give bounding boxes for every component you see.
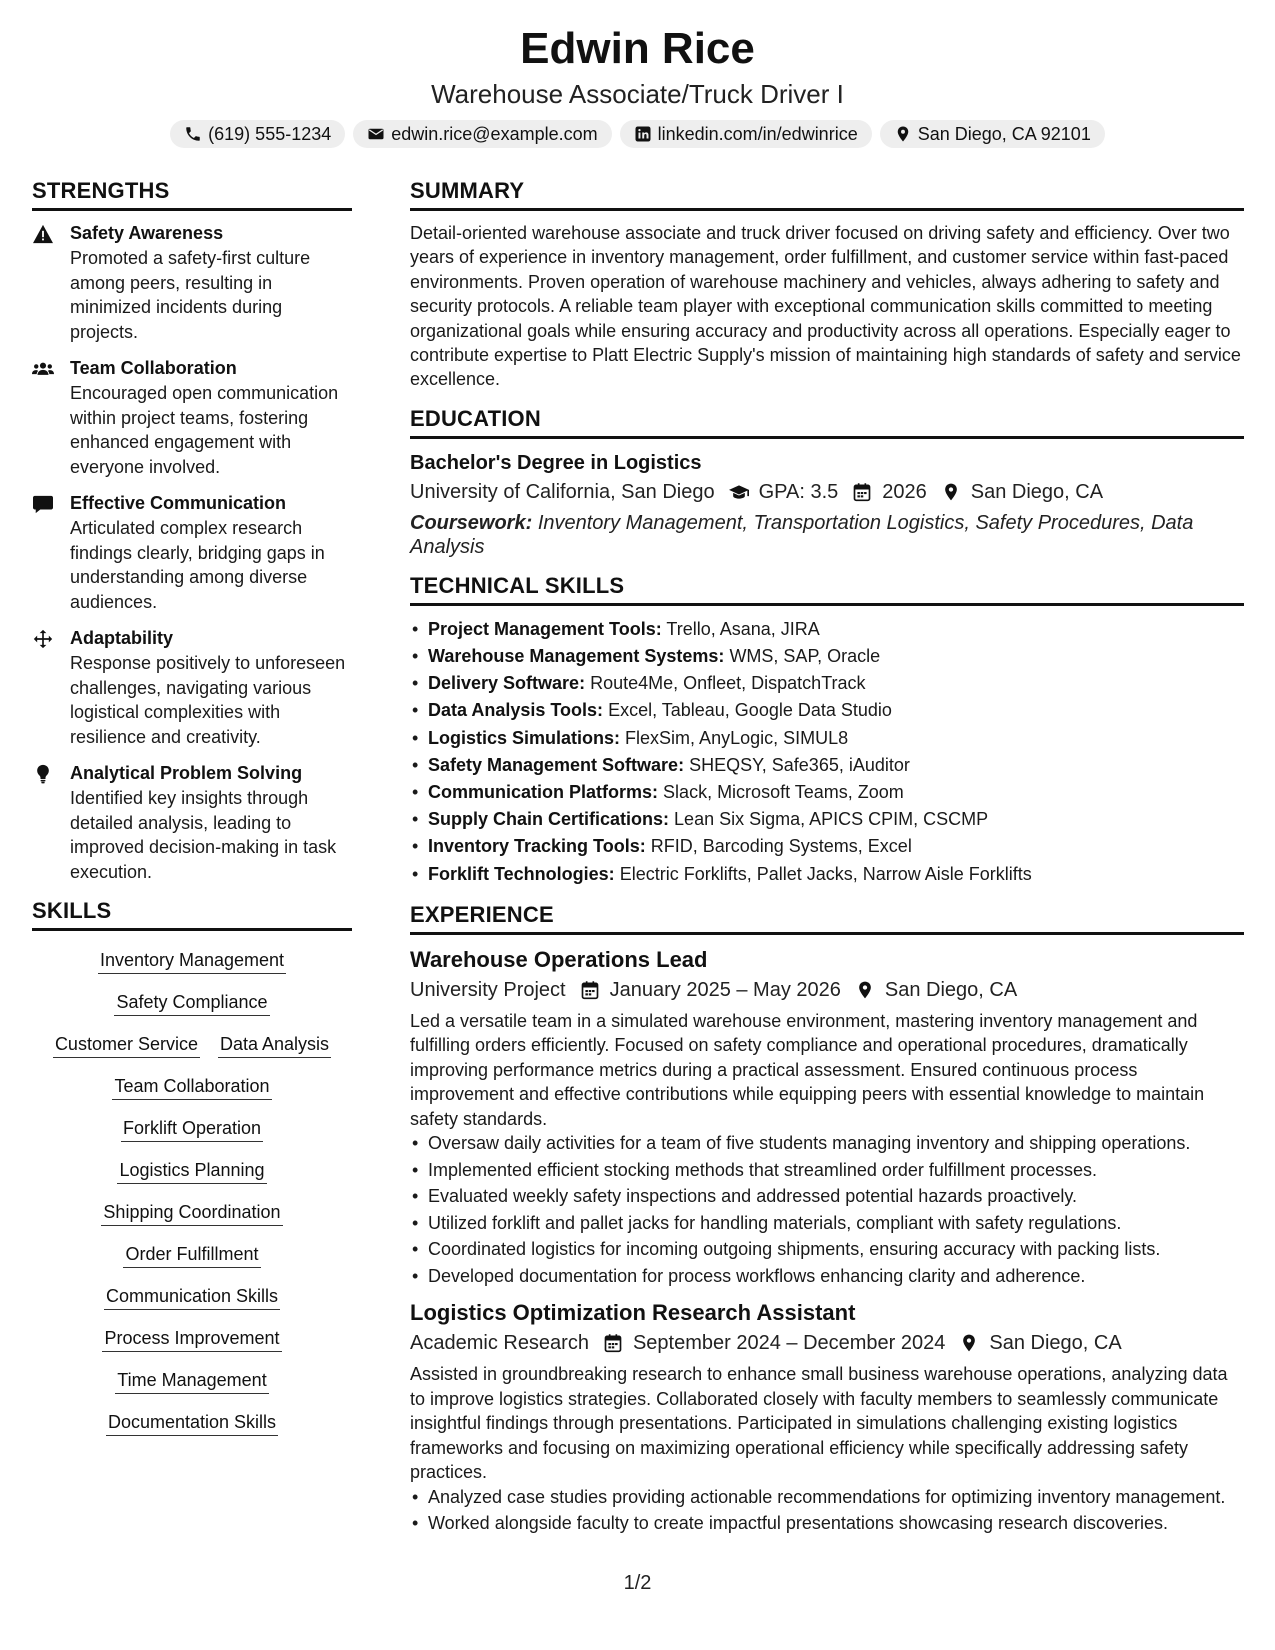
tech-label: Delivery Software: bbox=[428, 673, 586, 694]
calendar-icon bbox=[603, 1333, 623, 1353]
skill-tag: Documentation Skills bbox=[106, 1409, 278, 1436]
map-pin-icon bbox=[959, 1333, 979, 1353]
strength-desc: Identified key insights through detailed analysis, leading to improved decision-making in task execution. bbox=[70, 788, 337, 882]
tech-value: Lean Six Sigma, APICS CPIM, CSCMP bbox=[674, 809, 989, 830]
job-location: San Diego, CA bbox=[884, 978, 1018, 1001]
tech-value: Slack, Microsoft Teams, Zoom bbox=[663, 782, 904, 803]
skills-row bbox=[32, 1031, 352, 1058]
skill-tag: Safety Compliance bbox=[114, 989, 269, 1016]
technical-skills-list bbox=[410, 616, 1244, 888]
job-meta bbox=[410, 1328, 1244, 1358]
list-item bbox=[410, 643, 1244, 670]
technical-skills-heading: TECHNICAL SKILLS bbox=[410, 573, 1244, 606]
skills-heading: SKILLS bbox=[32, 898, 352, 931]
strength-desc: Articulated complex research findings clearly, bridging gaps in understanding among diverse audiences. bbox=[70, 518, 325, 612]
degree-title: Bachelor's Degree in Logistics bbox=[410, 451, 702, 474]
strength-title: Analytical Problem Solving bbox=[70, 763, 303, 783]
summary-heading: SUMMARY bbox=[410, 178, 1244, 211]
location-text: San Diego, CA 92101 bbox=[917, 123, 1091, 144]
strength-item bbox=[32, 626, 352, 749]
skill-tag: Process Improvement bbox=[102, 1325, 281, 1352]
tech-label: Forklift Technologies: bbox=[428, 863, 615, 884]
resume-header bbox=[0, 22, 1275, 148]
contact-bar bbox=[0, 120, 1275, 148]
gpa-text: GPA: 3.5 bbox=[758, 480, 839, 503]
skill-tag: Inventory Management bbox=[98, 947, 286, 974]
job-description: Assisted in groundbreaking research to enhance small business warehouse operations, analyzing data to improve logistics strategies. Collaborated closely with faculty members to seamlessly communicate insightful findings through presentations. Participated in simulations challenging existing logistics frameworks and focusing on maximizing operational efficiency while specifically addressing safety practices. bbox=[410, 1364, 1228, 1483]
tech-value: FlexSim, AnyLogic, SIMUL8 bbox=[625, 727, 849, 748]
contact-phone[interactable] bbox=[170, 120, 345, 148]
skills-row bbox=[32, 1073, 352, 1100]
school-name: University of California, San Diego bbox=[410, 480, 715, 503]
phone-text: (619) 555-1234 bbox=[208, 123, 332, 144]
skill-tag: Logistics Planning bbox=[117, 1157, 266, 1184]
strength-item bbox=[32, 761, 352, 884]
tech-label: Logistics Simulations: bbox=[428, 727, 621, 748]
skill-tag: Time Management bbox=[115, 1367, 268, 1394]
list-item bbox=[410, 616, 1244, 643]
tech-label: Warehouse Management Systems: bbox=[428, 646, 725, 667]
education-location: San Diego, CA bbox=[970, 480, 1104, 503]
experience-entry bbox=[410, 1298, 1244, 1535]
skill-tag: Shipping Coordination bbox=[101, 1199, 282, 1226]
arrows-icon bbox=[32, 629, 54, 649]
strength-title: Adaptability bbox=[70, 628, 174, 648]
calendar-icon bbox=[580, 980, 600, 1000]
skills-row bbox=[32, 1409, 352, 1436]
envelope-icon bbox=[367, 125, 385, 143]
list-item bbox=[410, 697, 1244, 724]
graduation-cap-icon bbox=[729, 482, 749, 502]
linkedin-icon bbox=[634, 125, 652, 143]
users-icon bbox=[32, 359, 54, 379]
job-org: University Project bbox=[410, 978, 566, 1001]
strength-item bbox=[32, 221, 352, 344]
coursework-label: Coursework: bbox=[410, 511, 533, 534]
comment-icon bbox=[32, 494, 54, 514]
tech-label: Supply Chain Certifications: bbox=[428, 809, 670, 830]
skills-row bbox=[32, 989, 352, 1016]
job-bullets bbox=[410, 1485, 1244, 1536]
page-number: 1/2 bbox=[623, 1572, 652, 1594]
skills-row bbox=[32, 1367, 352, 1394]
list-item bbox=[410, 806, 1244, 833]
tech-value: RFID, Barcoding Systems, Excel bbox=[650, 836, 912, 857]
job-location: San Diego, CA bbox=[989, 1332, 1122, 1355]
list-item bbox=[410, 725, 1244, 752]
calendar-icon bbox=[852, 482, 872, 502]
tech-value: Trello, Asana, JIRA bbox=[666, 618, 820, 639]
skills-row bbox=[32, 1199, 352, 1226]
email-text: edwin.rice@example.com bbox=[391, 123, 598, 144]
strength-title: Effective Communication bbox=[70, 493, 287, 513]
skills-list bbox=[32, 941, 352, 1436]
skill-tag: Team Collaboration bbox=[112, 1073, 271, 1100]
tech-label: Data Analysis Tools: bbox=[428, 700, 604, 721]
candidate-role: Warehouse Associate/Truck Driver I bbox=[431, 79, 844, 109]
list-item: • Oversaw daily activities for a team of five students managing inventory and shipping operations. bbox=[410, 1131, 1244, 1156]
strengths-heading: STRENGTHS bbox=[32, 178, 352, 211]
strength-desc: Promoted a safety-first culture among peers, resulting in minimized incidents during projects. bbox=[70, 248, 311, 342]
summary-text: Detail-oriented warehouse associate and truck driver focused on driving safety and efficiency. Over two years of experience in inventory management, order fulfillment, and customer service within fast-paced environments. Proven operation of warehouse machinery and vehicles, always adhering to safety and security protocols. A reliable team player with exceptional communication skills committed to meeting organizational goals while ensuring accuracy and productivity across all operations. Especially eager to contribute expertise to Platt Electric Supply's mission of maintaining high standards of safety and service excellence. bbox=[410, 223, 1241, 390]
contact-email[interactable] bbox=[353, 120, 611, 148]
job-org: Academic Research bbox=[410, 1332, 589, 1355]
list-item: • Developed documentation for process workflows enhancing clarity and adherence. bbox=[410, 1264, 1244, 1289]
tech-value: Route4Me, Onfleet, DispatchTrack bbox=[590, 673, 866, 694]
skills-row bbox=[32, 1115, 352, 1142]
right-column bbox=[410, 178, 1244, 1538]
lightbulb-icon bbox=[32, 764, 54, 784]
coursework bbox=[410, 511, 1244, 559]
job-meta bbox=[410, 975, 1244, 1005]
job-dates: September 2024 – December 2024 bbox=[632, 1332, 946, 1355]
tech-value: Excel, Tableau, Google Data Studio bbox=[608, 700, 892, 721]
list-item: • Analyzed case studies providing actionable recommendations for optimizing inventory management. bbox=[410, 1485, 1244, 1510]
candidate-name: Edwin Rice bbox=[520, 24, 755, 73]
list-item: • Implemented efficient stocking methods that streamlined order fulfillment processes. bbox=[410, 1158, 1244, 1183]
list-item bbox=[410, 670, 1244, 697]
strength-title: Safety Awareness bbox=[70, 223, 224, 243]
map-pin-icon bbox=[941, 482, 961, 502]
strength-title: Team Collaboration bbox=[70, 358, 237, 378]
tech-label: Safety Management Software: bbox=[428, 754, 685, 775]
job-dates: January 2025 – May 2026 bbox=[609, 978, 841, 1001]
list-item: • Evaluated weekly safety inspections and addressed potential hazards proactively. bbox=[410, 1184, 1244, 1209]
tech-label: Communication Platforms: bbox=[428, 782, 659, 803]
skills-row bbox=[32, 947, 352, 974]
skill-tag: Customer Service bbox=[53, 1031, 200, 1058]
experience-heading: EXPERIENCE bbox=[410, 902, 1244, 935]
job-title: Warehouse Operations Lead bbox=[410, 946, 708, 972]
tech-label: Inventory Tracking Tools: bbox=[428, 836, 646, 857]
tech-value: SHEQSY, Safe365, iAuditor bbox=[689, 754, 910, 775]
coursework-list: Inventory Management, Transportation Logistics, Safety Procedures, Data Analysis bbox=[410, 511, 1194, 558]
graduation-year: 2026 bbox=[882, 480, 927, 503]
skill-tag: Order Fulfillment bbox=[123, 1241, 260, 1268]
left-column bbox=[32, 178, 352, 1436]
skills-row bbox=[32, 1283, 352, 1310]
skill-tag: Forklift Operation bbox=[121, 1115, 263, 1142]
phone-icon bbox=[184, 125, 202, 143]
list-item: • Worked alongside faculty to create impactful presentations showcasing research discoveries. bbox=[410, 1511, 1244, 1536]
skill-tag: Communication Skills bbox=[104, 1283, 280, 1310]
linkedin-text: linkedin.com/in/edwinrice bbox=[657, 123, 858, 144]
contact-linkedin[interactable] bbox=[620, 120, 872, 148]
tech-value: Electric Forklifts, Pallet Jacks, Narrow Aisle Forklifts bbox=[619, 863, 1032, 884]
job-title: Logistics Optimization Research Assistant bbox=[410, 1300, 856, 1326]
map-pin-icon bbox=[894, 125, 912, 143]
warning-icon bbox=[32, 224, 54, 244]
tech-label: Project Management Tools: bbox=[428, 618, 662, 639]
strength-item bbox=[32, 356, 352, 479]
job-description: Led a versatile team in a simulated warehouse environment, mastering inventory management and fulfilling orders efficiently. Focused on safety compliance and operational procedures, dramatically improving performance metrics during a practical assessment. Ensured continuous process improvement and effective contributions while equipping peers with essential knowledge to maintain safety standards. bbox=[410, 1010, 1205, 1129]
list-item bbox=[410, 861, 1244, 888]
tech-value: WMS, SAP, Oracle bbox=[729, 646, 881, 667]
map-pin-icon bbox=[855, 980, 875, 1000]
skills-row bbox=[32, 1241, 352, 1268]
strength-desc: Encouraged open communication within project teams, fostering enhanced engagement with everyone involved. bbox=[70, 383, 339, 477]
list-item: • Utilized forklift and pallet jacks for handling materials, compliant with safety regulations. bbox=[410, 1211, 1244, 1236]
education-heading: EDUCATION bbox=[410, 406, 1244, 439]
list-item bbox=[410, 833, 1244, 860]
education-meta bbox=[410, 477, 1244, 507]
skills-row bbox=[32, 1157, 352, 1184]
skill-tag: Data Analysis bbox=[218, 1031, 331, 1058]
contact-location bbox=[880, 120, 1105, 148]
list-item: • Coordinated logistics for incoming outgoing shipments, ensuring accuracy with packing lists. bbox=[410, 1237, 1244, 1262]
experience-entry bbox=[410, 945, 1244, 1289]
job-bullets bbox=[410, 1131, 1244, 1289]
list-item bbox=[410, 752, 1244, 779]
list-item bbox=[410, 779, 1244, 806]
strength-desc: Response positively to unforeseen challenges, navigating various logistical complexities with resilience and creativity. bbox=[70, 653, 346, 747]
skills-row bbox=[32, 1325, 352, 1352]
strength-item bbox=[32, 491, 352, 614]
